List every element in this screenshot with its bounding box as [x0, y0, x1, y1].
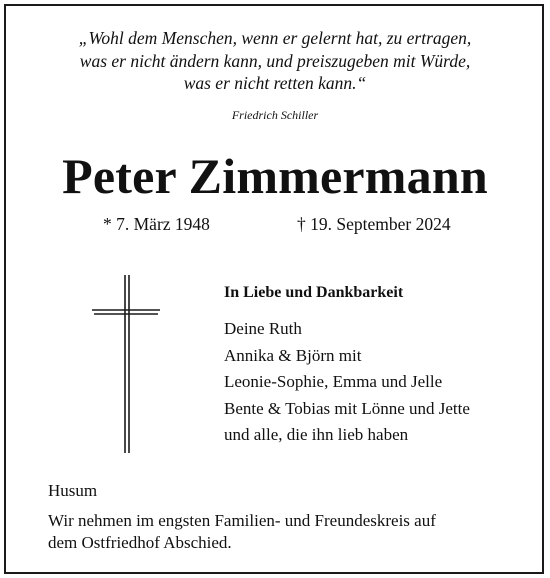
family-block — [224, 283, 470, 449]
notice-line: Wir nehmen im engsten Familien- und Freundeskreis auf — [48, 511, 436, 530]
family-member: Bente & Tobias mit Lönne und Jette — [224, 398, 470, 418]
cross-icon — [92, 275, 160, 453]
birth-date: * 7. März 1948 — [103, 214, 210, 234]
notice-line: dem Ostfriedhof Abschied. — [48, 533, 232, 552]
family-member: und alle, die ihn lieb haben — [224, 425, 409, 444]
quote — [0, 27, 550, 95]
location: Husum — [48, 481, 98, 500]
quote-line: „Wohl dem Menschen, wenn er gelernt hat, zu ertragen, — [78, 28, 472, 48]
family-member: Leonie-Sophie, Emma und Jelle — [224, 372, 443, 391]
quote-line: was er nicht retten kann.“ — [183, 73, 367, 93]
deceased-name: Peter Zimmermann — [62, 148, 488, 204]
quote-line: was er nicht ändern kann, und preiszugeben mit Würde, — [79, 50, 471, 71]
family-member: Deine Ruth — [224, 319, 302, 338]
family-member: Annika & Björn mit — [224, 345, 362, 365]
death-date: † 19. September 2024 — [297, 214, 451, 234]
funeral-notice — [48, 510, 436, 554]
quote-author: Friedrich Schiller — [231, 108, 319, 122]
family-heading: In Liebe und Dankbarkeit — [224, 284, 404, 301]
